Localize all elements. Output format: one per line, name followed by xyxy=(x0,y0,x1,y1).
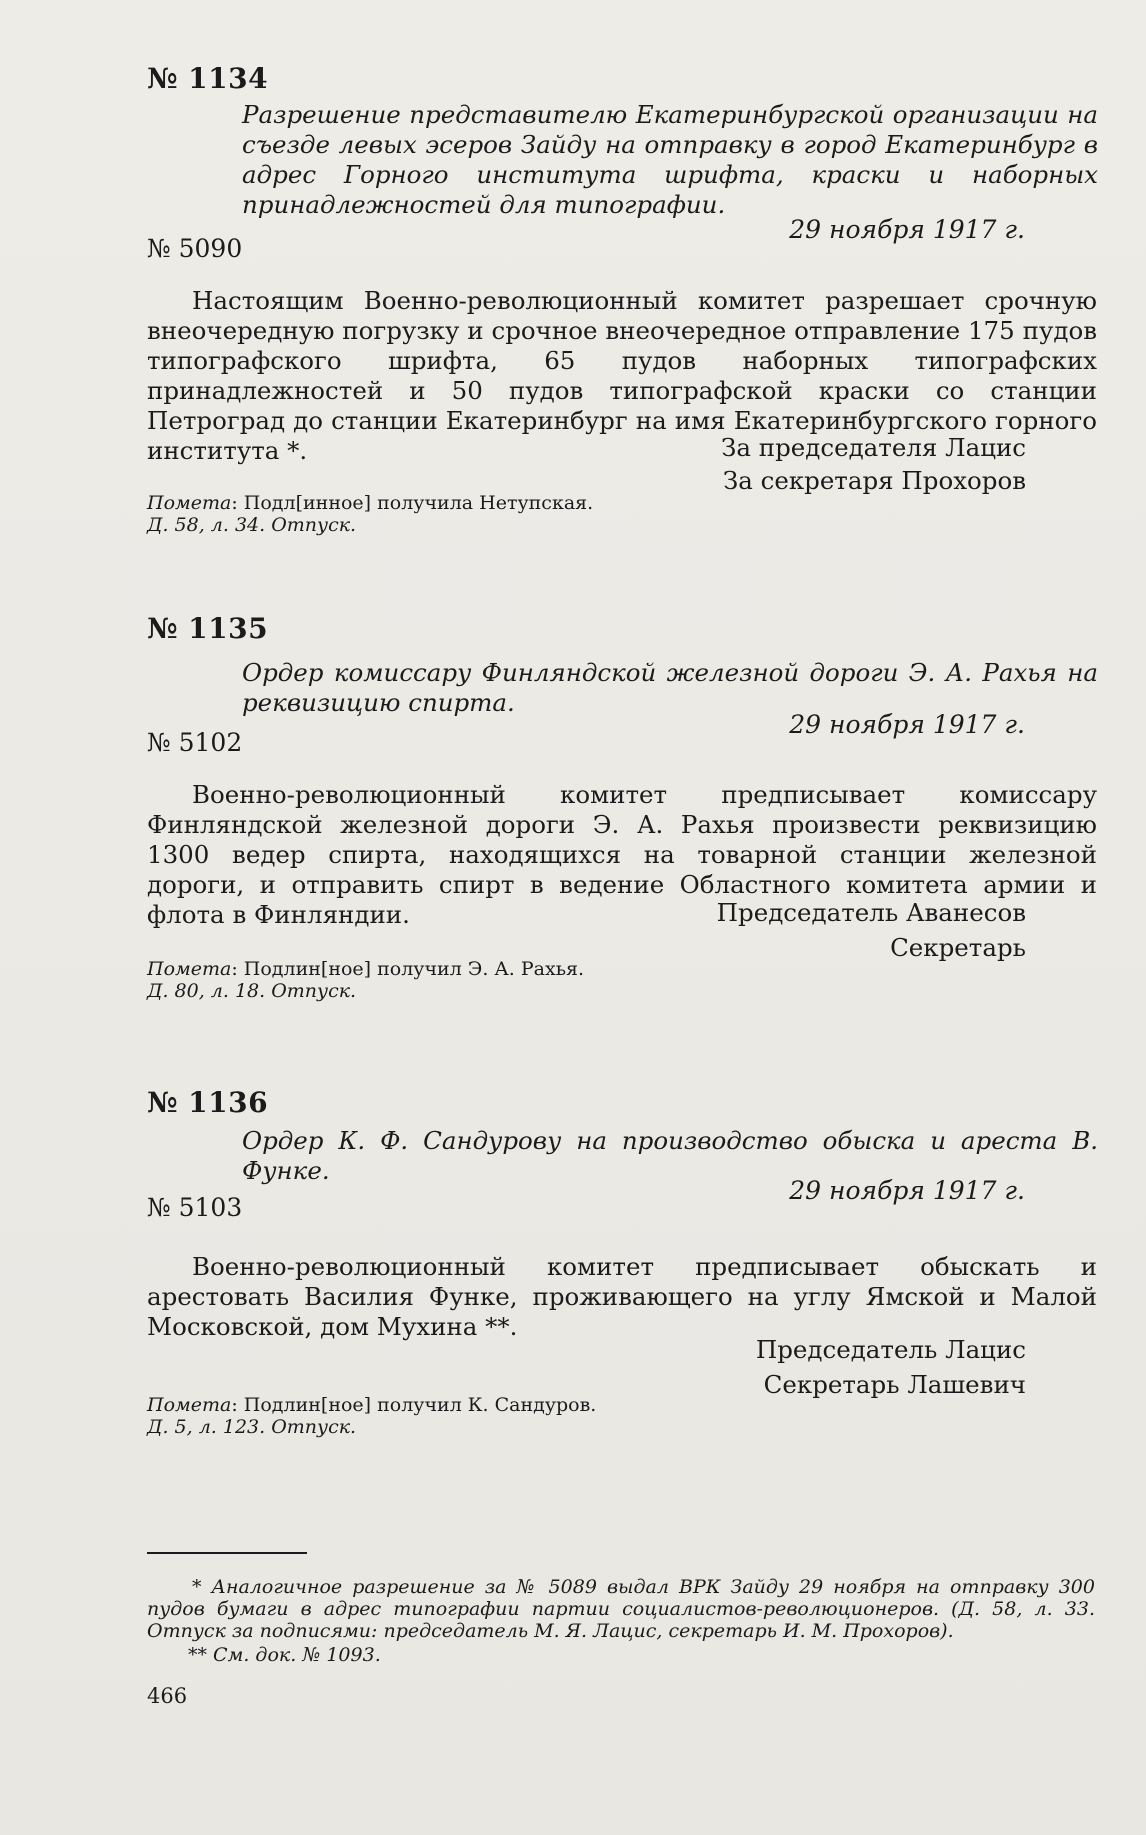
footnote: * Аналогичное разрешение за № 5089 выдал ВРК Зайду 29 ноября на отправку 300 пудов бумаги в адрес типографии партии социалистов-революционеров. (Д. 58, л. 33. Отпуск за подписями: председатель М. Я. Лацис, секретарь И. М. Прохоров). xyxy=(147,1576,1095,1642)
document-title: Ордер К. Ф. Сандурову на производство обыска и ареста В. Функе. xyxy=(242,1126,1098,1185)
signature-line: Секретарь Лашевич xyxy=(763,1370,1026,1399)
document-date: 29 ноября 1917 г. xyxy=(789,710,1025,739)
document-title: Разрешение представителю Екатеринбургской организации на съезде левых эсеров Зайду на отправку в город Екатеринбург в адрес Горного института шрифта, краски и наборных принадлежностей для типографии. xyxy=(242,100,1098,219)
registration-number: № 5103 xyxy=(147,1193,243,1222)
document-note xyxy=(147,958,584,980)
document-date: 29 ноября 1917 г. xyxy=(789,215,1025,244)
document-note xyxy=(147,492,593,514)
footnote-divider xyxy=(147,1552,307,1554)
signature-line: За секретаря Прохоров xyxy=(722,466,1026,495)
document-number: № 1134 xyxy=(147,62,269,95)
archive-reference: Д. 58, л. 34. Отпуск. xyxy=(147,514,357,536)
document-body: Военно-революционный комитет предписывает комиссару Финляндской железной дороги Э. А. Рахья произвести реквизицию 1300 ведер спирта, находящихся на товарной станции железной дороги, и отправить спирт в ведение Областного комитета армии и флота в Финляндии. xyxy=(147,780,1097,929)
note-label: Помета xyxy=(147,492,232,514)
note-text: : Подл[инное] получила Нетупская. xyxy=(231,492,594,514)
document-body: Настоящим Военно-революционный комитет разрешает срочную внеочередную погрузку и срочное внеочередное отправление 175 пудов типографского шрифта, 65 пудов наборных типографских принадлежностей и 50 пудов типографской краски со станции Петроград до станции Екатеринбург на имя Екатеринбургского горного института *. xyxy=(147,286,1097,465)
note-label: Помета xyxy=(147,1394,232,1416)
document-body: Военно-революционный комитет предписывает обыскать и арестовать Василия Функе, проживающего на углу Ямской и Малой Московской, дом Мухина **. xyxy=(147,1252,1097,1341)
document-note xyxy=(147,1394,596,1416)
signature-line: Председатель Аванесов xyxy=(716,898,1026,927)
document-number: № 1136 xyxy=(147,1086,269,1119)
signature-line: Секретарь xyxy=(890,933,1026,962)
registration-number: № 5090 xyxy=(147,234,243,263)
archive-reference: Д. 5, л. 123. Отпуск. xyxy=(147,1416,357,1438)
note-text: : Подлин[ное] получил К. Сандуров. xyxy=(231,1394,597,1416)
document-number: № 1135 xyxy=(147,612,269,645)
signature-line: Председатель Лацис xyxy=(755,1335,1026,1364)
document-date: 29 ноября 1917 г. xyxy=(789,1176,1025,1205)
archive-reference: Д. 80, л. 18. Отпуск. xyxy=(147,980,357,1002)
note-label: Помета xyxy=(147,958,232,980)
registration-number: № 5102 xyxy=(147,728,243,757)
note-text: : Подлин[ное] получил Э. А. Рахья. xyxy=(231,958,585,980)
signature-line: За председателя Лацис xyxy=(721,433,1026,462)
document-title: Ордер комиссару Финляндской железной дороги Э. А. Рахья на реквизицию спирта. xyxy=(242,658,1098,717)
page-number: 466 xyxy=(147,1684,188,1708)
footnote: ** См. док. № 1093. xyxy=(188,1644,381,1666)
